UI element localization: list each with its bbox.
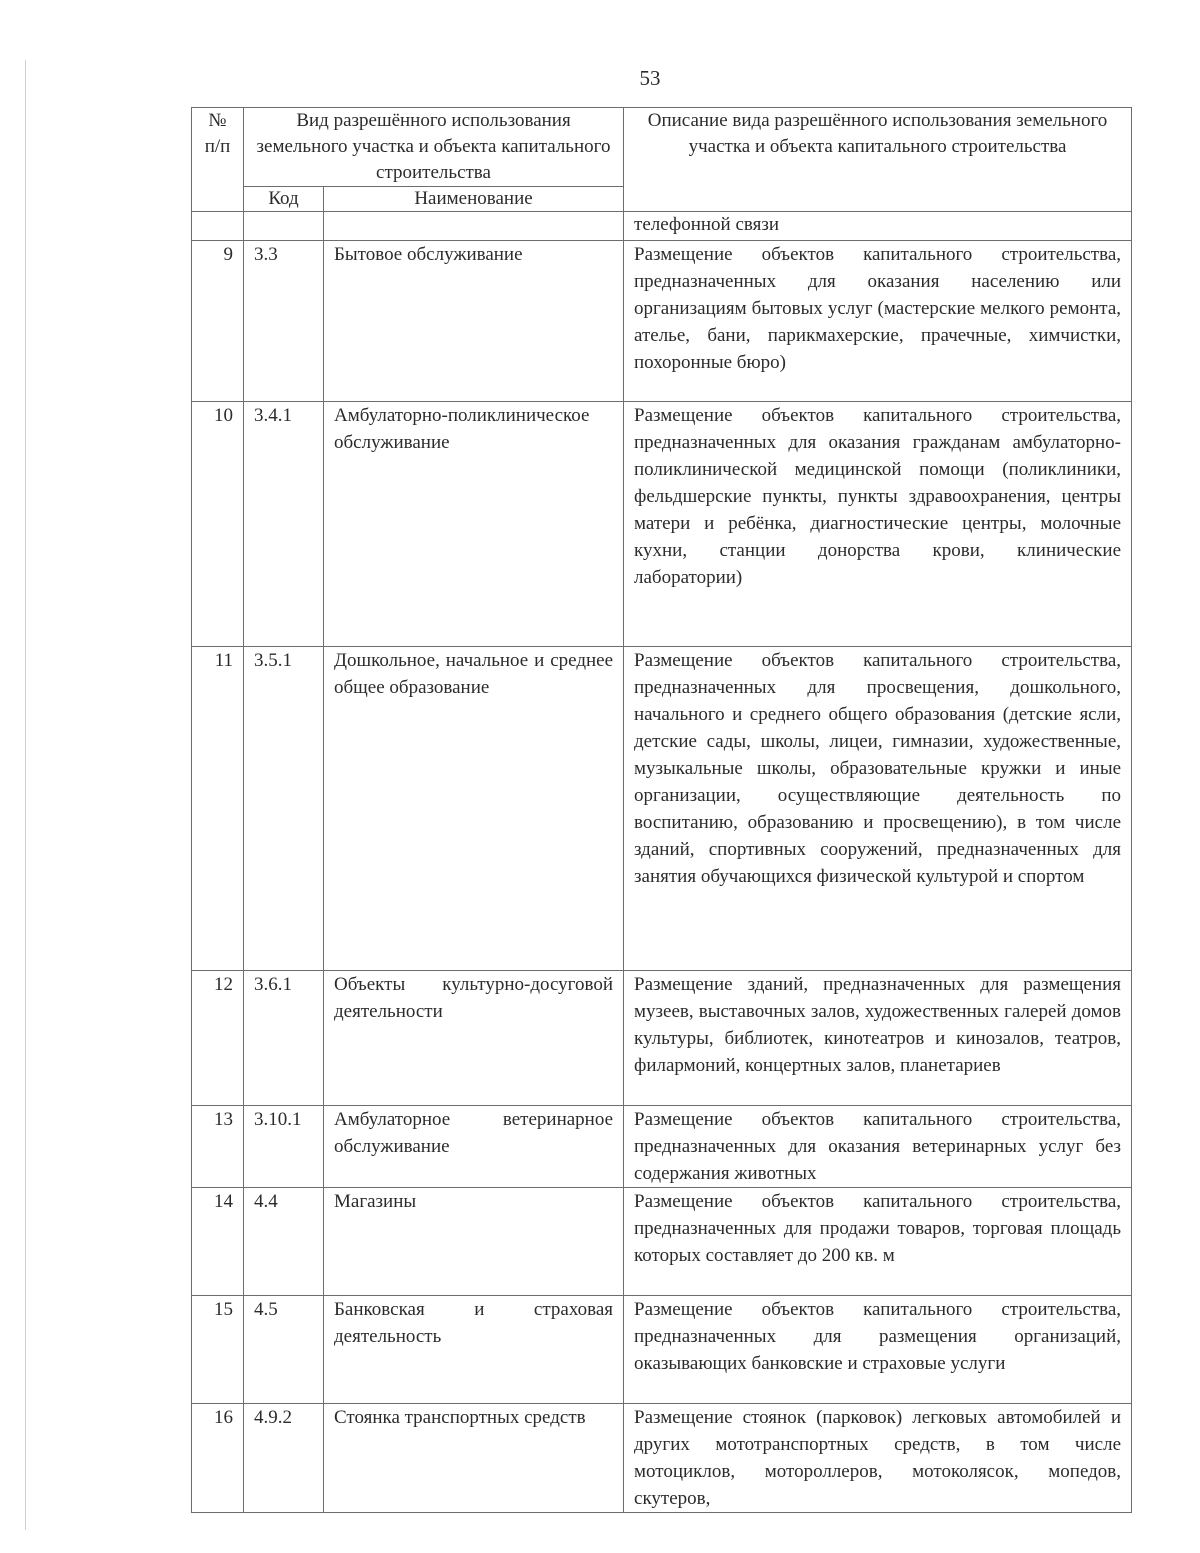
table-row (192, 971, 1132, 1106)
table-row (192, 402, 1132, 647)
cell-name: Амбулаторно-поликлиническое обслуживание (324, 402, 624, 647)
cell-num: 14 (192, 1188, 244, 1296)
cell-name: Магазины (324, 1188, 624, 1296)
land-use-table (191, 107, 1132, 1513)
page-number: 53 (639, 66, 661, 90)
cell-desc: Размещение объектов капитального строительства, предназначенных для оказания гражданам амбулаторно-поликлинической медицинской помощи (поликлиники, фельдшерские пункты, пункты здравоохранения, центры матери и ребёнка, диагностические центры, молочные кухни, станции донорства крови, клинические лаборатории) (624, 402, 1132, 647)
cell-code: 3.4.1 (244, 402, 324, 647)
table-row (192, 1188, 1132, 1296)
cell-code: 4.5 (244, 1296, 324, 1404)
header-description: Описание вида разрешённого использования земельного участка и объекта капитального строительства (624, 108, 1132, 212)
cell-code (244, 212, 324, 241)
cell-num: 12 (192, 971, 244, 1106)
cell-desc: телефонной связи (624, 212, 1132, 241)
cell-name: Дошкольное, начальное и среднее общее образование (324, 647, 624, 971)
cell-desc: Размещение объектов капитального строительства, предназначенных для продажи товаров, торговая площадь которых составляет до 200 кв. м (624, 1188, 1132, 1296)
cell-code: 4.9.2 (244, 1404, 324, 1513)
cell-desc: Размещение зданий, предназначенных для размещения музеев, выставочных залов, художественных галерей домов культуры, библиотек, кинотеатров и кинозалов, театров, филармоний, концертных залов, планетариев (624, 971, 1132, 1106)
table-row (192, 647, 1132, 971)
cell-name: Объекты культурно-досуговой деятельности (324, 971, 624, 1106)
cell-num: 16 (192, 1404, 244, 1513)
cell-name: Амбулаторное ветеринарное обслуживание (324, 1106, 624, 1188)
cell-desc: Размещение объектов капитального строительства, предназначенных для оказания населению или организациям бытовых услуг (мастерские мелкого ремонта, ателье, бани, парикмахерские, прачечные, химчистки, похоронные бюро) (624, 241, 1132, 402)
cell-name: Стоянка транспортных средств (324, 1404, 624, 1513)
cell-desc: Размещение объектов капитального строительства, предназначенных для оказания ветеринарных услуг без содержания животных (624, 1106, 1132, 1188)
header-group: Вид разрешённого использования земельного участка и объекта капитального строительства (244, 108, 624, 187)
cell-num: 9 (192, 241, 244, 402)
table-row (192, 1404, 1132, 1513)
cell-num: 10 (192, 402, 244, 647)
cell-desc: Размещение стоянок (парковок) легковых автомобилей и других мототранспортных средств, в том числе мотоциклов, мотороллеров, мотоколясок, мопедов, скутеров, (624, 1404, 1132, 1513)
cell-code: 3.6.1 (244, 971, 324, 1106)
table-row (192, 1296, 1132, 1404)
scan-edge-line (25, 60, 26, 1530)
cell-code: 3.3 (244, 241, 324, 402)
cell-num (192, 212, 244, 241)
cell-name: Банковская и страховая деятельность (324, 1296, 624, 1404)
cell-desc: Размещение объектов капитального строительства, предназначенных для просвещения, дошкольного, начального и среднего общего образования (детские ясли, детские сады, школы, лицеи, гимназии, художественные, музыкальные школы, образовательные кружки и иные организации, осуществляющие деятельность по воспитанию, образованию и просвещению), в том числе зданий, спортивных сооружений, предназначенных для занятия обучающихся физической культурой и спортом (624, 647, 1132, 971)
table-row (192, 1106, 1132, 1188)
header-num: № п/п (192, 108, 244, 212)
cell-name: Бытовое обслуживание (324, 241, 624, 402)
cell-desc: Размещение объектов капитального строительства, предназначенных для размещения организаций, оказывающих банковские и страховые услуги (624, 1296, 1132, 1404)
cell-code: 3.5.1 (244, 647, 324, 971)
cell-code: 4.4 (244, 1188, 324, 1296)
header-name: Наименование (324, 187, 624, 212)
table-row-continuation (192, 212, 1132, 241)
header-code: Код (244, 187, 324, 212)
cell-name (324, 212, 624, 241)
cell-code: 3.10.1 (244, 1106, 324, 1188)
cell-num: 15 (192, 1296, 244, 1404)
cell-num: 13 (192, 1106, 244, 1188)
cell-num: 11 (192, 647, 244, 971)
table-header-row (192, 108, 1132, 187)
table-row (192, 241, 1132, 402)
